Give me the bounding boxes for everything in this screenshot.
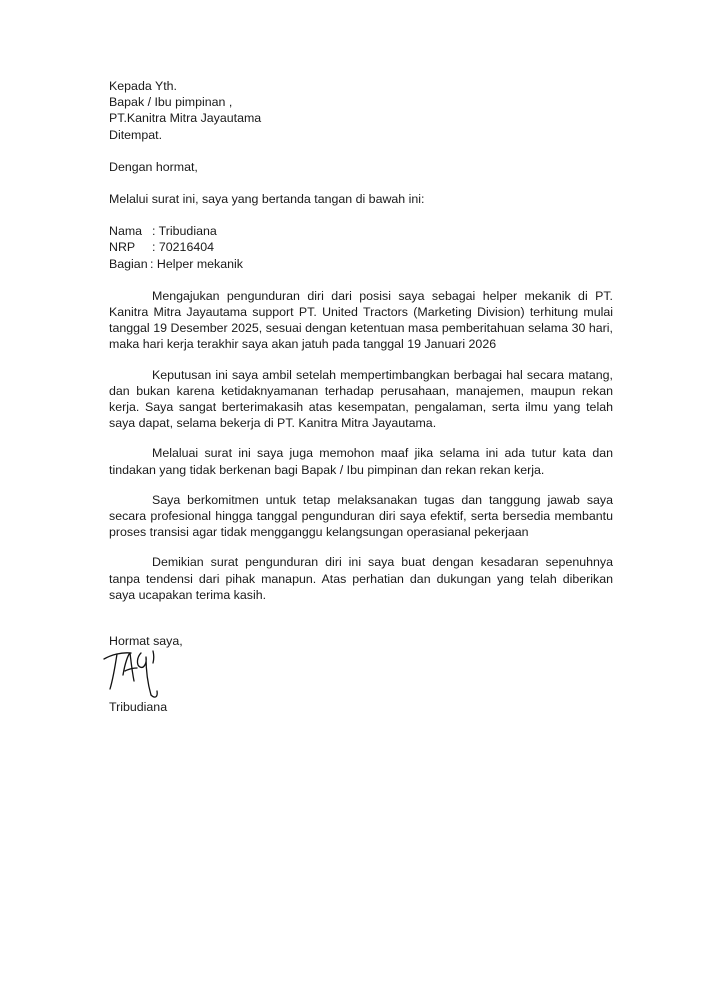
recipient-line-1: Kepada Yth. (109, 79, 177, 93)
body-paragraph-1: Mengajukan pengunduran diri dari posisi saya sebagai helper mekanik di PT. Kanitra Mitra Jayautama support PT. United Tractors (Marketing Division) terhitung mulai tanggal 19 Desember 2025, sesuai dengan ketentuan masa pemberitahuan selama 30 hari, maka hari kerja terakhir saya akan jatuh pada tanggal 19 Januari 2026 (109, 288, 613, 352)
letter (109, 78, 613, 715)
body-paragraph-2: Keputusan ini saya ambil setelah mempertimbangkan berbagai hal secara matang, dan bukan karena ketidaknyamanan terhadap perusahaan, manajemen, maupun rekan kerja. Saya sangat berterimakasih atas kesempatan, pengalaman, serta ilmu yang telah saya dapat, selama bekerja di PT. Kanitra Mitra Jayautama. (109, 367, 613, 431)
field-nrp (109, 239, 613, 255)
intro-text: Melalui surat ini, saya yang bertanda tangan di bawah ini: (109, 192, 425, 207)
field-value-nrp: : 70216404 (152, 240, 215, 255)
recipient-line-3: PT.Kanitra Mitra Jayautama (109, 111, 262, 126)
identity-block (109, 223, 613, 272)
field-value-nama: : Tribudiana (152, 224, 217, 239)
field-nama (109, 223, 613, 239)
closing-block (109, 633, 613, 715)
recipient-line-2: Bapak / Ibu pimpinan , (109, 95, 233, 110)
field-label-nrp: NRP (109, 240, 136, 255)
closing-salutation: Hormat saya, (109, 634, 183, 649)
recipient-line-4: Ditempat. (109, 127, 163, 142)
field-label-bagian: Bagian (109, 256, 148, 271)
recipient-block (109, 78, 613, 143)
field-value-bagian: : Helper mekanik (150, 256, 243, 271)
body-paragraph-5: Demikian surat pengunduran diri ini saya buat dengan kesadaran sepenuhnya tanpa tendensi dari pihak manapun. Atas perhatian dan dukungan yang telah diberikan saya ucapakan terima kasih. (109, 555, 613, 602)
signer-name: Tribudiana (109, 700, 168, 715)
signature-image (101, 645, 165, 703)
greeting: Dengan hormat, (109, 159, 198, 174)
body-paragraph-4: Saya berkomitmen untuk tetap melaksanakan tugas dan tanggung jawab saya secara profesional hingga tanggal pengunduran diri saya efektif, serta bersedia membantu proses transisi agar tidak mengganggu kelangsungan operasianal pekerjaan (109, 492, 613, 540)
field-bagian (109, 256, 613, 272)
body-paragraph-3: Melaluai surat ini saya juga memohon maaf jika selama ini ada tutur kata dan tindakan yang tidak berkenan bagi Bapak / Ibu pimpinan dan rekan rekan kerja. (109, 446, 613, 477)
field-label-nama: Nama (109, 224, 143, 239)
